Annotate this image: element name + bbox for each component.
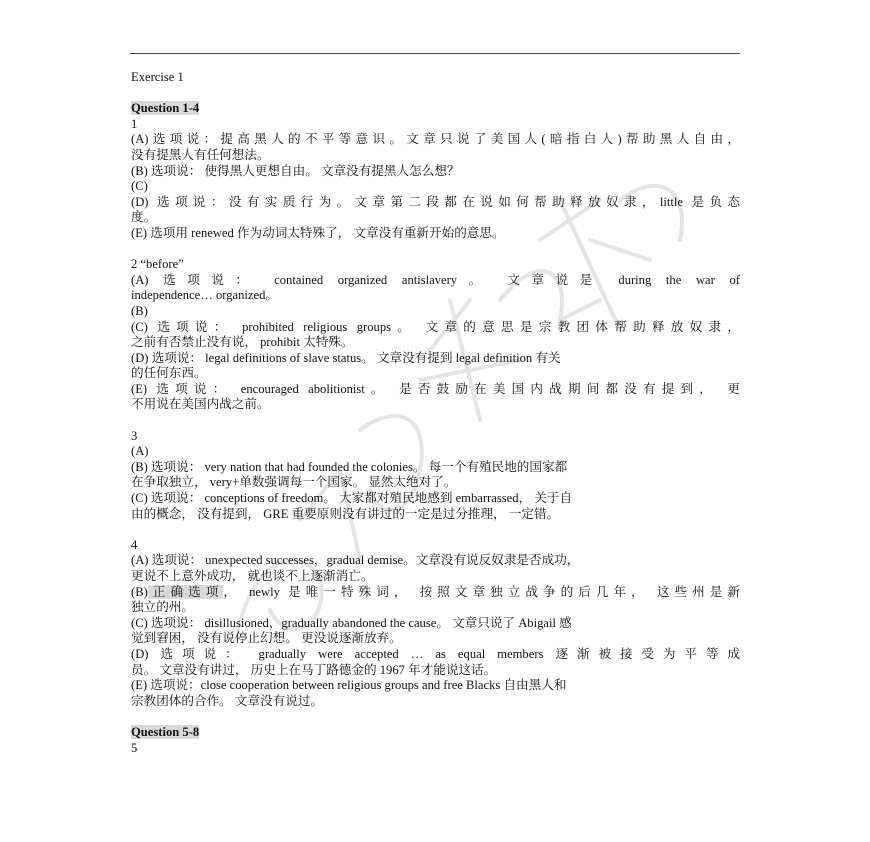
- text-line: (D) 选项说：没有实质行为。文章第二段都在说如何帮助释放奴隶，little 是负态: [131, 194, 740, 209]
- section-heading: [131, 101, 740, 117]
- blank-line: [131, 242, 740, 258]
- section-heading-text: Question 1-4: [131, 101, 200, 116]
- document-body: [131, 70, 740, 756]
- text-line: (B) 选项说： 使得黑人更想自由。 文章没有提黑人怎么想？: [131, 163, 460, 178]
- text-line: (A) 选项说： unexpected successes，gradual demise。文章没有说反奴隶是否成功，: [131, 553, 580, 568]
- text-line: (B) 选项说： very nation that had founded the colonies。 每一个有殖民地的国家都: [131, 459, 568, 474]
- text-line: independence… organized。: [131, 288, 278, 303]
- text-line: 觉到窘困， 没有说停止幻想。 更没说逐渐放弃。: [131, 631, 402, 646]
- text-line: 在争取独立， very+单数强调每一个国家。 显然太绝对了。: [131, 475, 457, 490]
- text-line: (A)选项说：提高黑人的不平等意识。文章只说了美国人(暗指白人)帮助黑人自由，: [131, 132, 740, 147]
- blank-line: [131, 86, 740, 102]
- text-line: 宗教团体的合作。 文章没有说过。: [131, 693, 324, 708]
- text-line: 之前有否禁止没有说， prohibit 太特殊。: [131, 335, 354, 350]
- text-line: 更说不上意外成功， 就也谈不上逐渐消亡。: [131, 569, 374, 583]
- correct-answer-highlight: 正确选项: [147, 584, 224, 599]
- text-line: (A) 选项说： contained organized antislavery。 文章说是 during the war of: [131, 272, 740, 287]
- text-line: 4: [131, 537, 138, 552]
- text-line: (B): [131, 303, 148, 318]
- text-line: 独立的州。: [131, 600, 194, 615]
- text-line: (D) 选项说： gradually were accepted … as equal members 逐渐被接受为平等成: [131, 646, 740, 661]
- section-heading-text: Question 5-8: [131, 724, 200, 739]
- text-line: 5: [131, 740, 138, 755]
- answer-line: [131, 585, 740, 601]
- text-line: 不用说在美国内战之前。: [131, 397, 270, 412]
- text-line: 的任何东西。: [131, 366, 207, 381]
- header-rule: [130, 53, 740, 54]
- text-line: (C) 选项说： prohibited religious groups。 文章的意思是宗教团体帮助释放奴隶，: [131, 319, 740, 334]
- text-line: (D) 选项说： legal definitions of slave status。 文章没有提到 legal definition 有关: [131, 350, 561, 365]
- text-line: 没有提黑人有任何想法。: [131, 147, 270, 162]
- blank-line: [131, 522, 740, 538]
- document-text-blocks: [131, 86, 740, 757]
- text-line: 员。 文章没有讲过， 历史上在马丁路德金的 1967 年才能说这话。: [131, 662, 497, 677]
- blank-line: [131, 413, 740, 429]
- text-line: 由的概念， 没有提到， GRE 重要原则没有讲过的一定是过分推理， 一定错。: [131, 506, 560, 521]
- text-line: (C): [131, 179, 148, 194]
- text-line: (E) 选项说：close cooperation between religious groups and free Blacks 自由黑人和: [131, 678, 567, 693]
- text-line: 2 “before”: [131, 257, 184, 272]
- text-line: (A): [131, 444, 149, 459]
- text-line: (C) 选项说： conceptions of freedom。 大家都对殖民地感到 embarrassed， 关于自: [131, 491, 573, 506]
- answer-line-text: ， newly 是唯一特殊词， 按照文章独立战争的后几年， 这些州是新: [223, 584, 740, 599]
- text-line: 1: [131, 116, 138, 131]
- text-line: 3: [131, 428, 138, 443]
- text-line: (C) 选项说： disillusioned，gradually abandoned the cause。 文章只说了 Abigail 感: [131, 615, 572, 630]
- section-heading: [131, 725, 740, 741]
- blank-line: [131, 709, 740, 725]
- exercise-title: Exercise 1: [131, 70, 184, 84]
- text-line: (E) 选项用 renewed 作为动词太特殊了， 文章没有重新开始的意思。: [131, 225, 505, 240]
- text-line: (E) 选项说： encouraged abolitionist。 是否鼓励在美国内战期间都没有提到， 更: [131, 381, 740, 396]
- text-line: 度。: [131, 210, 157, 225]
- answer-line-text: (B): [131, 584, 148, 599]
